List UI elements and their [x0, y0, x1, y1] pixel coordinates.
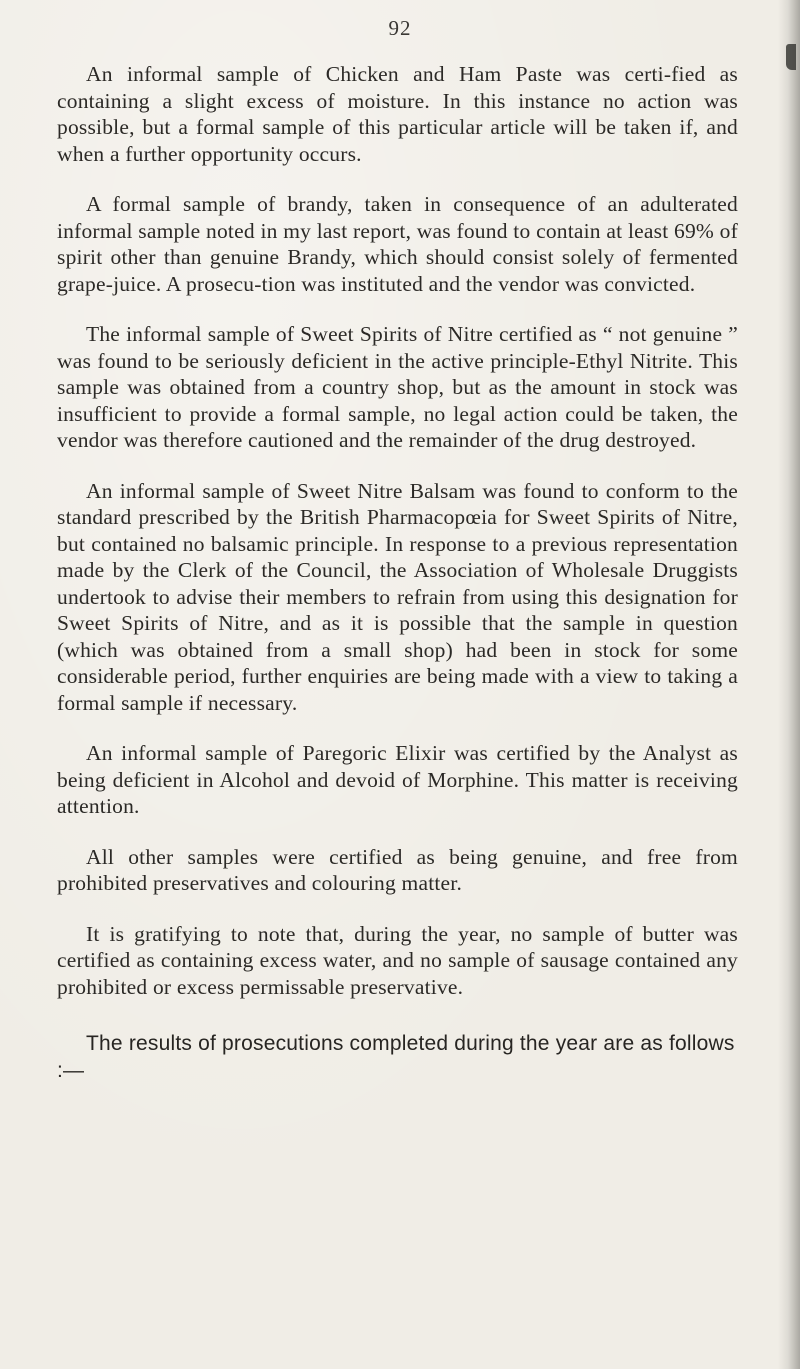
- binding-mark: [786, 44, 796, 70]
- report-body: [57, 61, 738, 1108]
- paragraph-butter-sausage: It is gratifying to note that, during the year, no sample of butter was certified as containing excess water, and no sample of sausage contained any prohibited or excess permissable preservative.: [57, 921, 738, 999]
- paragraph-chicken-ham-paste: An informal sample of Chicken and Ham Paste was certi-fied as containing a slight excess of moisture. In this instance no action was possible, but a formal sample of this particular article will be taken if, and when a further opportunity occurs.: [57, 62, 738, 166]
- paragraph-brandy-sample: A formal sample of brandy, taken in consequence of an adulterated informal sample noted in my last report, was found to contain at least 69% of spirit other than genuine Brandy, which should consist solely of fermented grape-juice. A prosecu-tion was instituted and the vendor was convicted.: [57, 192, 738, 296]
- paragraph-prosecutions-intro: The results of prosecutions completed during the year are as follows :—: [57, 1032, 735, 1082]
- paragraph-sweet-spirits-nitre: The informal sample of Sweet Spirits of Nitre certified as “ not genuine ” was found to be seriously deficient in the active principle-Ethyl Nitrite. This sample was obtained from a country shop, but as the amount in stock was insufficient to provide a formal sample, no legal action could be taken, the vendor was therefore cautioned and the remainder of the drug destroyed.: [57, 322, 738, 452]
- paragraph-sweet-nitre-balsam: An informal sample of Sweet Nitre Balsam was found to conform to the standard prescribed by the British Pharmacopœia for Sweet Spirits of Nitre, but contained no balsamic principle. In response to a previous representation made by the Clerk of the Council, the Association of Wholesale Druggists undertook to advise their members to refrain from using this designation for Sweet Spirits of Nitre, and as it is possible that the sample in question (which was obtained from a small shop) had been in stock for some considerable period, further enquiries are being made with a view to taking a formal sample if necessary.: [57, 478, 738, 715]
- page-number: 92: [388, 16, 412, 40]
- paragraph-paregoric-elixir: An informal sample of Paregoric Elixir was certified by the Analyst as being deficient in Alcohol and devoid of Morphine. This matter is receiving attention.: [57, 741, 738, 818]
- paragraph-other-samples: All other samples were certified as being genuine, and free from prohibited preservatives and colouring matter.: [57, 844, 738, 895]
- page-edge-shadow: [778, 0, 800, 1369]
